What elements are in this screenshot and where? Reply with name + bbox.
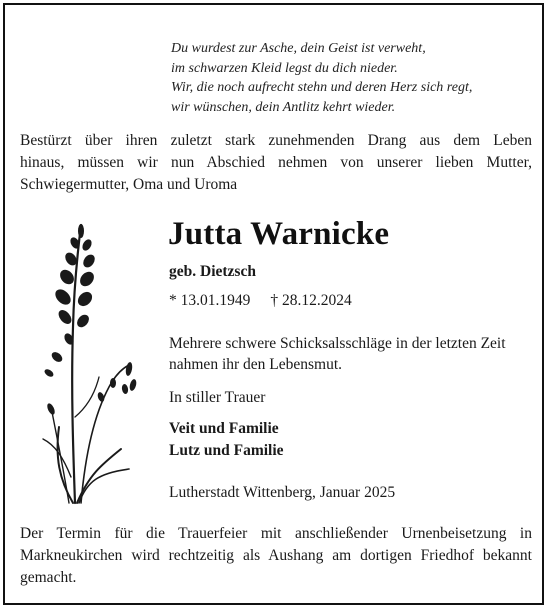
footer-line: gemacht. xyxy=(20,569,77,586)
obituary-notice xyxy=(3,3,544,605)
intro-line: Bestürzt über ihren zuletzt stark zunehmenden Drang aus dem Leben xyxy=(20,132,532,149)
message-line: Mehrere schwere Schicksalsschläge in der letzten Zeit xyxy=(169,335,506,352)
message-line: nahmen ihr den Lebensmut. xyxy=(169,356,343,373)
birth-date: * 13.01.1949 xyxy=(169,292,251,309)
poem-line: wir wünschen, dein Antlitz kehrt wieder. xyxy=(171,99,396,115)
poem xyxy=(171,39,471,117)
family-entry: Veit und Familie xyxy=(169,420,279,437)
intro-line: Schwiegermutter, Oma und Uroma xyxy=(20,176,238,193)
family-entry: Lutz und Familie xyxy=(169,442,284,459)
intro-paragraph xyxy=(20,130,532,196)
mourning-label: In stiller Trauer xyxy=(169,389,266,406)
life-dates xyxy=(169,292,352,310)
deceased-name: Jutta Warnicke xyxy=(168,216,390,252)
footer-line: Markneukirchen wird rechtzeitig als Aushang am dortigen Friedhof bekannt xyxy=(20,547,532,564)
birth-name: geb. Dietzsch xyxy=(169,263,256,280)
grass-plant-illustration xyxy=(29,217,149,507)
place-and-date: Lutherstadt Wittenberg, Januar 2025 xyxy=(169,484,396,501)
poem-line: Du wurdest zur Asche, dein Geist ist verweht, xyxy=(171,41,426,56)
intro-line: hinaus, müssen wir nun Abschied nehmen von unserer lieben Mutter, xyxy=(20,154,532,171)
footer-line: Der Termin für die Trauerfeier mit anschließender Urnenbeisetzung in xyxy=(20,525,532,542)
funeral-info-paragraph xyxy=(20,523,532,589)
death-date: † 28.12.2024 xyxy=(270,292,352,309)
families-list xyxy=(169,418,284,462)
message-text xyxy=(169,333,539,375)
poem-line: im schwarzen Kleid legst du dich nieder. xyxy=(171,60,398,76)
poem-line: Wir, die noch aufrecht stehn und deren Herz sich regt, xyxy=(171,80,473,95)
